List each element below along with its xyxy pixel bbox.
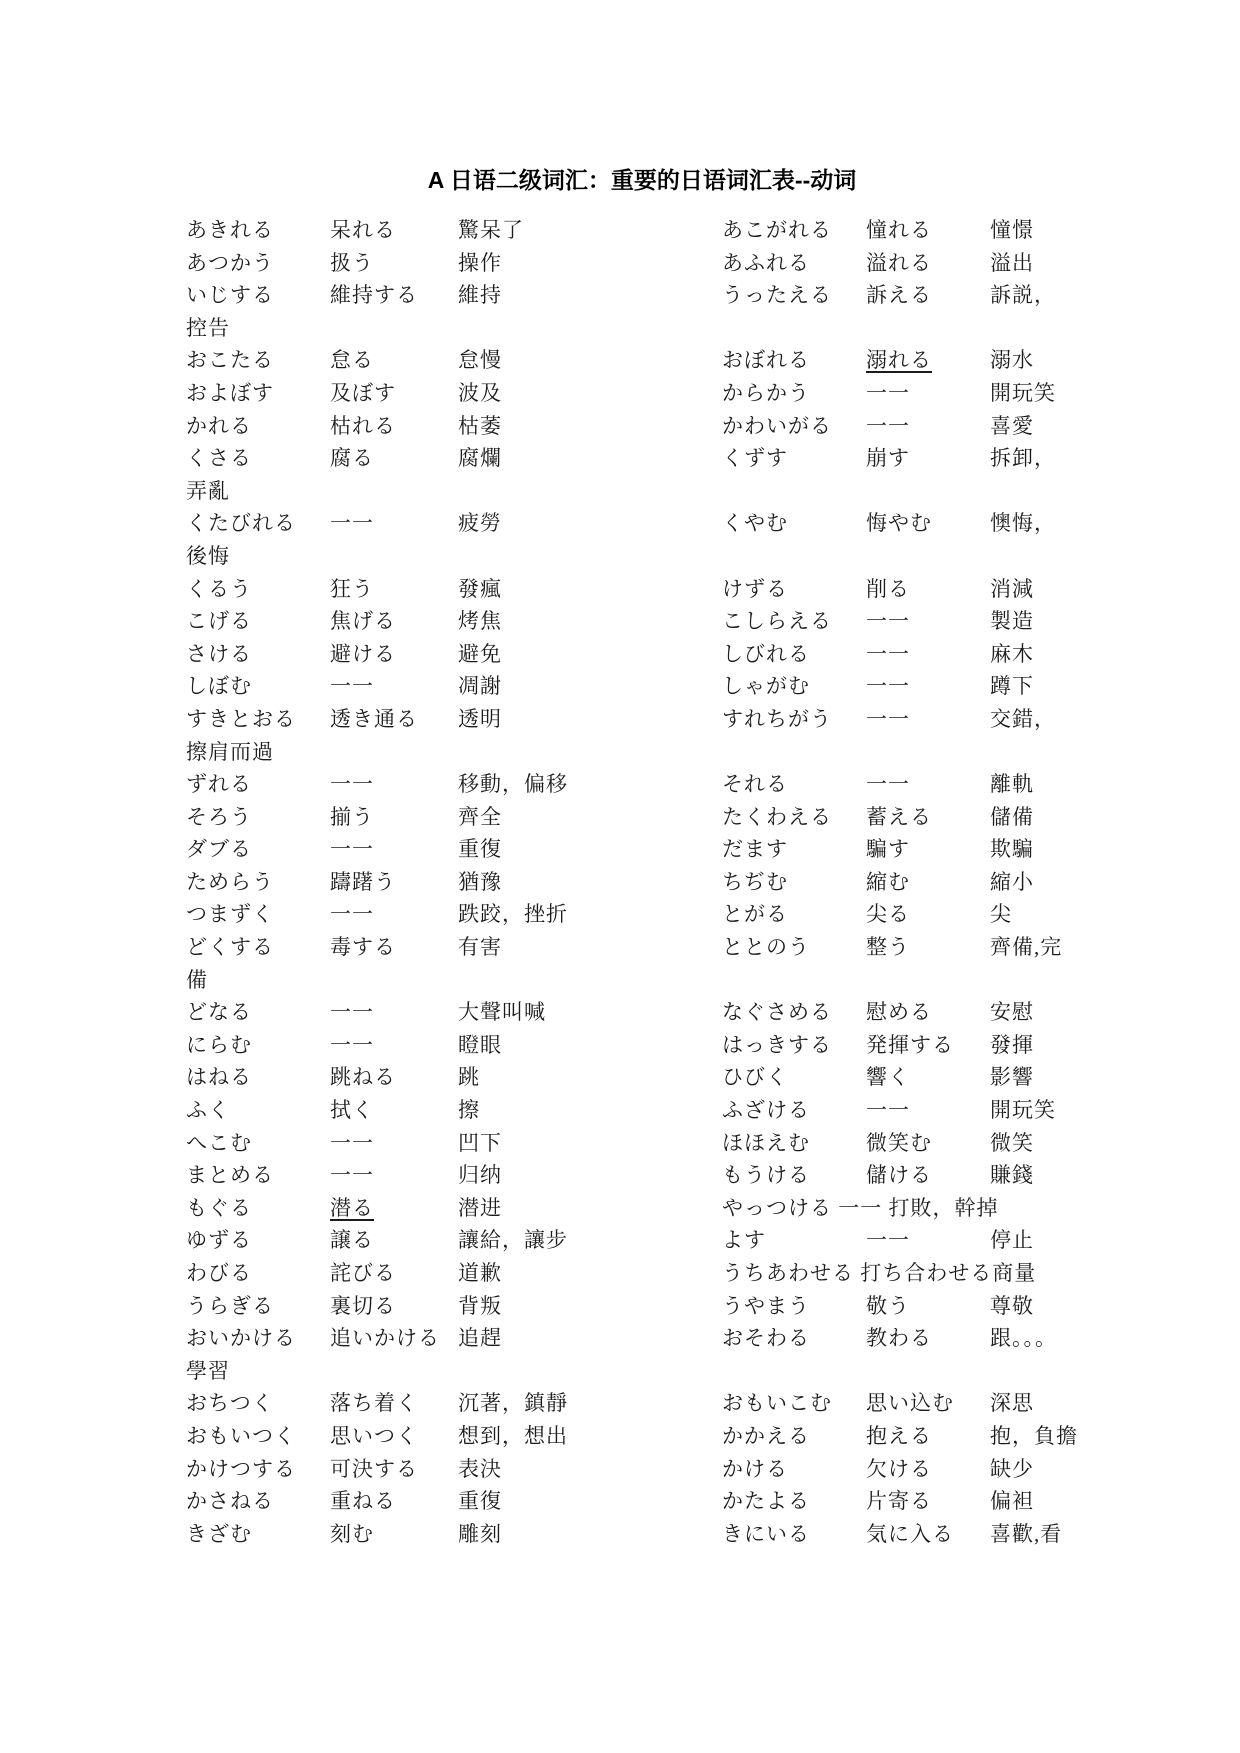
right-meaning-cell: 懊悔， (990, 511, 1056, 536)
right-kanji-cell: 発揮する (866, 1032, 954, 1057)
left-kanji-cell: 及ぼす (330, 380, 396, 405)
left-kana-cell: そろう (186, 804, 252, 829)
continuation-row (0, 736, 1240, 769)
right-meaning-cell: 喜愛 (990, 413, 1034, 438)
right-kana-cell: ほほえむ (722, 1130, 810, 1155)
right-meaning-cell: 賺錢 (990, 1163, 1034, 1188)
meaning-continuation: 擦肩而過 (186, 739, 274, 764)
right-kana-cell: あふれる (722, 250, 810, 275)
left-kana-cell: わびる (186, 1261, 252, 1285)
right-meaning-cell: 儲備 (990, 804, 1034, 829)
right-kana-cell: こしらえる (722, 609, 832, 634)
right-kanji-cell: 崩す (866, 446, 910, 471)
right-kana-cell: とがる (722, 902, 788, 927)
left-kana-cell: すきとおる (186, 706, 296, 731)
left-meaning-cell: 烤焦 (458, 609, 502, 634)
left-kana-cell: かけつする (186, 1456, 296, 1481)
right-kanji-cell: 一一 (866, 706, 910, 731)
right-meaning-cell: 開玩笑 (990, 1098, 1056, 1123)
right-kana-cell: くずす (722, 446, 788, 471)
vocab-row (0, 1420, 1240, 1453)
left-meaning-cell: 潜进 (458, 1195, 502, 1220)
right-kana-cell: うやまう (722, 1293, 810, 1318)
right-merged-cell: やっつける 一一 打敗，幹掉 (722, 1195, 999, 1220)
vocab-row (0, 703, 1240, 736)
right-kana-cell: なぐさめる (722, 1000, 832, 1025)
left-meaning-cell: 跳 (458, 1065, 480, 1090)
right-meaning-cell: 影響 (990, 1065, 1034, 1090)
left-kanji-cell: 毒する (330, 935, 396, 960)
right-meaning-cell: 開玩笑 (990, 380, 1056, 405)
right-kanji-cell: 整う (866, 935, 910, 960)
left-kana-cell: あつかう (186, 250, 274, 275)
left-meaning-cell: 腐爛 (458, 446, 502, 471)
right-meaning-cell: 缺少 (990, 1456, 1034, 1481)
left-kana-cell: さける (186, 641, 252, 666)
left-kana-cell: おこたる (186, 348, 274, 373)
left-kanji-cell: 刻む (330, 1521, 374, 1546)
vocab-list (0, 214, 1240, 1550)
right-kanji-cell: 抱える (866, 1423, 932, 1448)
left-kana-cell: あきれる (186, 218, 274, 242)
left-kanji-cell: 一一 (330, 1163, 374, 1188)
right-meaning-cell: 喜歡,看 (990, 1521, 1063, 1546)
left-kana-cell: もぐる (186, 1195, 252, 1220)
left-meaning-cell: 避免 (458, 641, 502, 666)
continuation-row (0, 475, 1240, 508)
left-kanji-cell: 拭く (330, 1098, 374, 1123)
vocab-row (0, 507, 1240, 540)
right-meaning-cell: 尖 (990, 902, 1012, 927)
right-meaning-cell: 麻木 (990, 641, 1034, 666)
right-kana-cell: おもいこむ (722, 1391, 832, 1416)
right-kana-cell: うったえる (722, 283, 832, 308)
right-meaning-cell: 深思 (990, 1391, 1034, 1416)
right-meaning-cell: 交錯， (990, 706, 1056, 731)
left-meaning-cell: 擦 (458, 1098, 480, 1123)
vocab-row (0, 605, 1240, 638)
right-meaning-cell: 尊敬 (990, 1293, 1034, 1318)
vocab-row (0, 573, 1240, 606)
right-kanji-cell: 縮む (866, 869, 910, 894)
left-kanji-cell: 一一 (330, 674, 374, 699)
right-kanji-cell: 悔やむ (866, 511, 932, 536)
vocab-row (0, 1453, 1240, 1486)
left-kanji-cell: 維持する (330, 283, 418, 308)
meaning-continuation: 後悔 (186, 543, 230, 568)
right-kana-cell: きにいる (722, 1521, 810, 1546)
left-kana-cell: かれる (186, 413, 252, 438)
vocab-row (0, 1518, 1240, 1551)
left-kanji-cell: 扱う (330, 250, 374, 275)
left-meaning-cell: 枯萎 (458, 413, 502, 438)
right-kana-cell: ちぢむ (722, 869, 788, 894)
meaning-continuation: 備 (186, 967, 208, 992)
right-kana-cell: もうける (722, 1163, 810, 1188)
left-meaning-cell: 重復 (458, 1489, 502, 1514)
left-kana-cell: つまずく (186, 902, 274, 927)
left-meaning-cell: 归纳 (458, 1163, 502, 1188)
vocab-row (0, 1029, 1240, 1062)
left-kana-cell: はねる (186, 1065, 252, 1090)
right-kanji-cell: 儲ける (866, 1163, 932, 1188)
vocab-row (0, 768, 1240, 801)
right-meaning-cell: 蹲下 (990, 674, 1034, 699)
left-meaning-cell: 波及 (458, 380, 502, 405)
right-kana-cell: あこがれる (722, 218, 832, 242)
left-meaning-cell: 跌跤，挫折 (458, 902, 568, 927)
vocab-row (0, 1192, 1240, 1225)
vocab-row (0, 1159, 1240, 1192)
right-meaning-cell: 發揮 (990, 1032, 1034, 1057)
vocab-row (0, 801, 1240, 834)
right-kanji-cell: 片寄る (866, 1489, 932, 1514)
vocab-row (0, 1061, 1240, 1094)
right-kanji-cell: 溺れる (866, 348, 932, 373)
right-kanji-cell: 騙す (866, 837, 910, 862)
left-meaning-cell: 道歉 (458, 1261, 502, 1285)
right-kanji-cell: 気に入る (866, 1521, 954, 1546)
left-kanji-cell: 腐る (330, 446, 374, 471)
left-meaning-cell: 追趕 (458, 1326, 502, 1351)
right-kanji-cell: 敬う (866, 1293, 910, 1318)
left-kana-cell: ふく (186, 1098, 230, 1123)
right-kana-cell: すれちがう (722, 706, 832, 731)
vocab-row (0, 1322, 1240, 1355)
right-kana-cell: はっきする (722, 1032, 832, 1057)
left-meaning-cell: 驚呆了 (458, 218, 524, 242)
vocab-row (0, 410, 1240, 443)
vocab-row (0, 1290, 1240, 1323)
vocab-row (0, 638, 1240, 671)
vocab-row (0, 866, 1240, 899)
left-kana-cell: まとめる (186, 1163, 274, 1188)
left-meaning-cell: 移動，偏移 (458, 772, 568, 797)
right-meaning-cell: 製造 (990, 609, 1034, 634)
meaning-continuation: 控告 (186, 315, 230, 340)
right-meaning-cell: 離軌 (990, 772, 1034, 797)
right-meaning-cell: 停止 (990, 1228, 1034, 1253)
vocab-row (0, 214, 1240, 247)
left-kanji-cell: 揃う (330, 804, 374, 829)
right-meaning-cell: 溺水 (990, 348, 1034, 373)
right-kanji-cell: 欠ける (866, 1456, 932, 1481)
left-meaning-cell: 發瘋 (458, 576, 502, 601)
right-kanji-cell: 慰める (866, 1000, 932, 1025)
right-meaning-cell: 跟。。。 (990, 1326, 1057, 1351)
left-meaning-cell: 大聲叫喊 (458, 1000, 546, 1025)
right-kanji-cell: 教わる (866, 1326, 932, 1351)
left-kana-cell: どくする (186, 935, 274, 960)
left-kanji-cell: 一一 (330, 1130, 374, 1155)
left-kanji-cell: 落ち着く (330, 1391, 418, 1416)
left-meaning-cell: 維持 (458, 283, 502, 308)
left-meaning-cell: 重復 (458, 837, 502, 862)
right-kanji-cell: 思い込む (866, 1391, 954, 1416)
vocab-row (0, 1094, 1240, 1127)
left-kanji-cell: 譲る (330, 1228, 374, 1253)
right-kana-cell: かわいがる (722, 413, 832, 438)
left-kanji-cell: 潜る (330, 1195, 374, 1220)
vocab-row (0, 1127, 1240, 1160)
right-kana-cell: よす (722, 1228, 766, 1253)
left-kana-cell: およぼす (186, 380, 274, 405)
left-kana-cell: ダブる (186, 837, 252, 862)
left-meaning-cell: 怠慢 (458, 348, 502, 373)
right-kanji-cell: 一一 (866, 674, 910, 699)
left-meaning-cell: 表決 (458, 1456, 502, 1481)
right-kana-cell: かたよる (722, 1489, 810, 1514)
vocab-row (0, 442, 1240, 475)
vocab-row (0, 670, 1240, 703)
right-kanji-cell: 一一 (866, 1228, 910, 1253)
left-kanji-cell: 焦げる (330, 609, 396, 634)
right-meaning-cell: 憧憬 (990, 218, 1034, 242)
right-kanji-cell: 一一 (866, 641, 910, 666)
right-meaning-cell: 抱，負擔 (990, 1423, 1078, 1448)
right-kanji-cell: 一一 (866, 609, 910, 634)
right-kanji-cell: 蓄える (866, 804, 932, 829)
right-meaning-cell: 安慰 (990, 1000, 1034, 1025)
left-kana-cell: おちつく (186, 1391, 274, 1416)
left-kanji-cell: 一一 (330, 772, 374, 797)
left-meaning-cell: 想到，想出 (458, 1423, 568, 1448)
left-kanji-cell: 可決する (330, 1456, 418, 1481)
continuation-row (0, 964, 1240, 997)
left-kanji-cell: 思いつく (330, 1423, 418, 1448)
vocab-row (0, 377, 1240, 410)
left-kana-cell: ずれる (186, 772, 252, 797)
right-kana-cell: ひびく (722, 1065, 788, 1090)
right-meaning-cell: 微笑 (990, 1130, 1034, 1155)
continuation-row (0, 1355, 1240, 1388)
left-kanji-cell: 一一 (330, 837, 374, 862)
right-kanji-cell: 憧れる (866, 218, 932, 242)
vocab-row (0, 1387, 1240, 1420)
vocab-row (0, 1485, 1240, 1518)
right-meaning-cell: 消減 (990, 576, 1034, 601)
left-kana-cell: おもいつく (186, 1423, 296, 1448)
left-kanji-cell: 跳ねる (330, 1065, 396, 1090)
left-meaning-cell: 有害 (458, 935, 502, 960)
left-kanji-cell: 躊躇う (330, 869, 396, 894)
left-meaning-cell: 讓給，讓步 (458, 1228, 568, 1253)
left-kanji-cell: 一一 (330, 1032, 374, 1057)
right-kanji-cell: 溢れる (866, 250, 932, 275)
vocab-row (0, 996, 1240, 1029)
right-kana-cell: おぼれる (722, 348, 810, 373)
meaning-continuation: 學習 (186, 1358, 230, 1383)
right-kanji-cell: 一一 (866, 413, 910, 438)
left-kanji-cell: 避ける (330, 641, 396, 666)
left-kana-cell: くたびれる (186, 511, 296, 536)
right-kanji-cell: 一一 (866, 380, 910, 405)
right-kana-cell: くやむ (722, 511, 788, 536)
right-meaning-cell: 拆卸， (990, 446, 1056, 471)
right-kanji-cell: 一一 (866, 772, 910, 797)
left-kana-cell: おいかける (186, 1326, 296, 1351)
right-kanji-cell: 一一 (866, 1098, 910, 1123)
left-kanji-cell: 狂う (330, 576, 374, 601)
left-meaning-cell: 瞪眼 (458, 1032, 502, 1057)
left-kanji-cell: 詫びる (330, 1261, 396, 1285)
left-kana-cell: くさる (186, 446, 252, 471)
left-meaning-cell: 操作 (458, 250, 502, 275)
right-kana-cell: ふざける (722, 1098, 810, 1123)
left-kanji-cell: 透き通る (330, 706, 418, 731)
vocab-row (0, 344, 1240, 377)
left-kana-cell: こげる (186, 609, 252, 634)
left-meaning-cell: 齊全 (458, 804, 502, 829)
left-meaning-cell: 背叛 (458, 1293, 502, 1318)
left-kana-cell: どなる (186, 1000, 252, 1025)
right-meaning-cell: 訴説， (990, 283, 1056, 308)
vocab-row (0, 898, 1240, 931)
right-kanji-cell: 微笑む (866, 1130, 932, 1155)
continuation-row (0, 312, 1240, 345)
left-meaning-cell: 透明 (458, 706, 502, 731)
left-kana-cell: かさねる (186, 1489, 274, 1514)
right-kana-cell: しびれる (722, 641, 810, 666)
left-kanji-cell: 枯れる (330, 413, 396, 438)
meaning-continuation: 弄亂 (186, 478, 230, 503)
left-kana-cell: うらぎる (186, 1293, 274, 1318)
left-meaning-cell: 猶豫 (458, 869, 502, 894)
left-kana-cell: にらむ (186, 1032, 252, 1057)
left-meaning-cell: 雕刻 (458, 1521, 502, 1546)
left-kanji-cell: 一一 (330, 511, 374, 536)
page-title: A 日语二级词汇：重要的日语词汇表--动词 (427, 167, 857, 193)
left-kana-cell: きざむ (186, 1521, 252, 1546)
right-kana-cell: だます (722, 837, 788, 862)
left-kanji-cell: 怠る (330, 348, 374, 373)
left-kana-cell: ためらう (186, 869, 274, 894)
right-kana-cell: ととのう (722, 935, 810, 960)
right-kanji-cell: 削る (866, 576, 910, 601)
right-meaning-cell: 齊備,完 (990, 935, 1063, 960)
left-kanji-cell: 裏切る (330, 1293, 396, 1318)
right-merged-cell: うちあわせる 打ち合わせる商量 (722, 1261, 1037, 1285)
left-meaning-cell: 疲勞 (458, 511, 502, 536)
right-kana-cell: おそわる (722, 1326, 810, 1351)
right-kana-cell: それる (722, 772, 788, 797)
right-meaning-cell: 欺騙 (990, 837, 1034, 862)
left-kanji-cell: 一一 (330, 902, 374, 927)
left-meaning-cell: 沉著，鎮靜 (458, 1391, 568, 1416)
left-kanji-cell: 一一 (330, 1000, 374, 1025)
left-kana-cell: いじする (186, 283, 274, 308)
left-kanji-cell: 呆れる (330, 218, 396, 242)
continuation-row (0, 540, 1240, 573)
right-kanji-cell: 響く (866, 1065, 910, 1090)
left-kanji-cell: 追いかける (330, 1326, 440, 1351)
left-kana-cell: くるう (186, 576, 252, 601)
vocab-row (0, 931, 1240, 964)
right-kana-cell: からかう (722, 380, 810, 405)
vocab-row (0, 1224, 1240, 1257)
right-kana-cell: かかえる (722, 1423, 810, 1448)
right-kana-cell: けずる (722, 576, 788, 601)
right-meaning-cell: 偏袒 (990, 1489, 1034, 1514)
right-kana-cell: しゃがむ (722, 674, 810, 699)
right-kanji-cell: 尖る (866, 902, 910, 927)
vocab-row (0, 833, 1240, 866)
left-kana-cell: ゆずる (186, 1228, 252, 1253)
right-meaning-cell: 縮小 (990, 869, 1034, 894)
right-kanji-cell: 訴える (866, 283, 932, 308)
left-kana-cell: しぼむ (186, 674, 252, 699)
vocab-row (0, 279, 1240, 312)
right-kana-cell: たくわえる (722, 804, 832, 829)
left-kanji-cell: 重ねる (330, 1489, 396, 1514)
right-meaning-cell: 溢出 (990, 250, 1034, 275)
right-kana-cell: かける (722, 1456, 788, 1481)
left-meaning-cell: 凋謝 (458, 674, 502, 699)
vocab-row (0, 1257, 1240, 1290)
left-meaning-cell: 凹下 (458, 1130, 502, 1155)
left-kana-cell: へこむ (186, 1130, 252, 1155)
vocab-row (0, 247, 1240, 280)
